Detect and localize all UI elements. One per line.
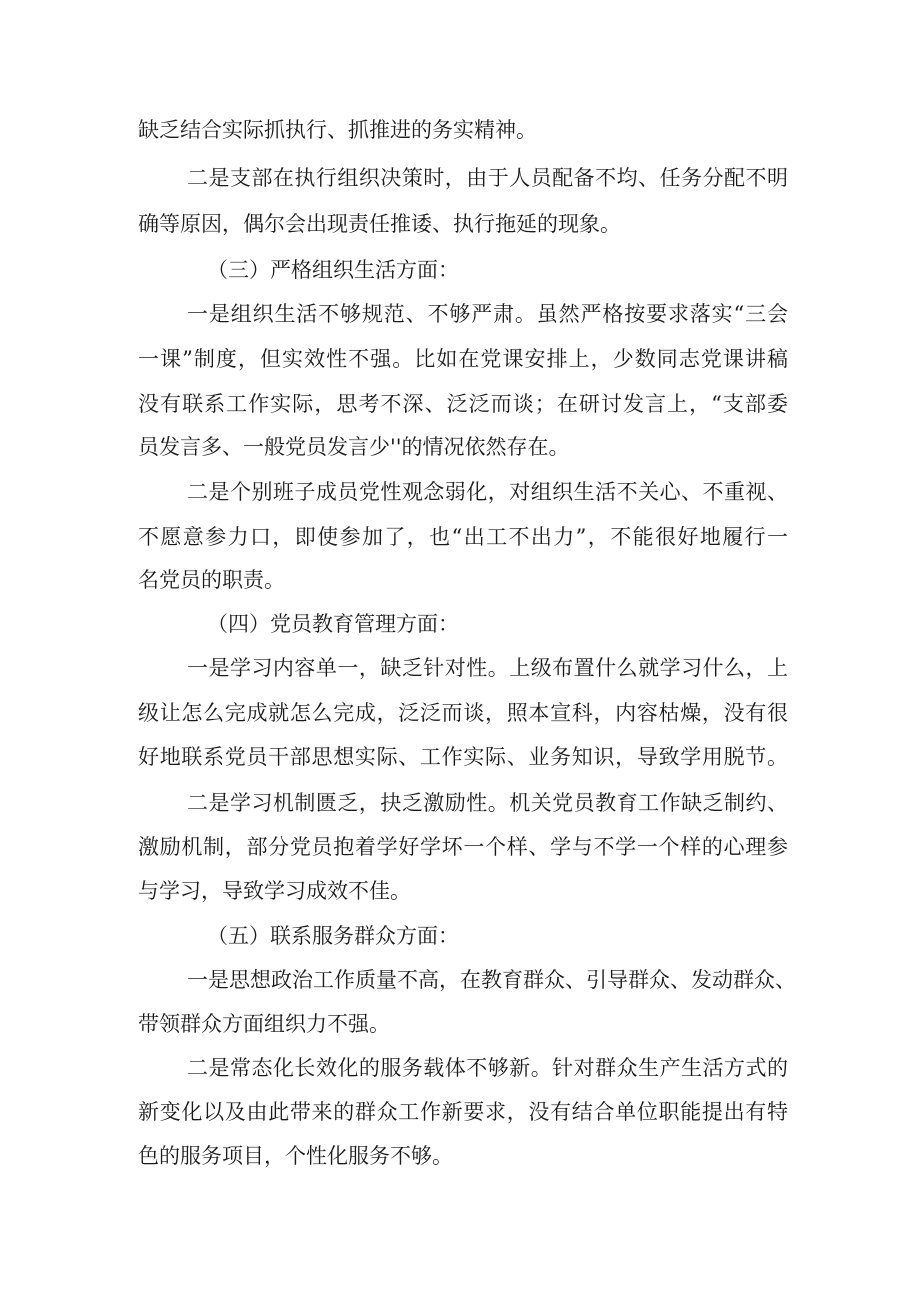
text-line: 一是思想政治工作质量不高，在教育群众、引导群众、发动群众、 xyxy=(187,968,796,992)
text-line: 色的服务项目，个性化服务不够。 xyxy=(138,1144,453,1168)
text-line: 带领群众方面组织力不强。 xyxy=(138,1012,390,1036)
text-line: 没有联系工作实际，思考不深、泛泛而谈；在研讨发言上，“支部委 xyxy=(138,392,788,416)
section-heading: （三）严格组织生活方面： xyxy=(207,258,459,282)
text-line: 新变化以及由此带来的群众工作新要求，没有结合单位职能提出有特 xyxy=(138,1100,788,1124)
text-line: 员发言多、一般党员发言少''的情况依然存在。 xyxy=(138,435,570,459)
text-line: 与学习，导致学习成效不佳。 xyxy=(138,879,411,903)
text-line: 二是个别班子成员党性观念弱化，对组织生活不关心、不重视、 xyxy=(187,480,788,504)
text-line: 不愿意参力口，即使参加了，也“出工不出力”，不能很好地履行一 xyxy=(138,525,788,549)
text-line: 一课”制度，但实效性不强。比如在党课安排上，少数同志党课讲稿 xyxy=(138,347,788,371)
text-line: 级让怎么完成就怎么完成，泛泛而谈，照本宣科，内容枯燥，没有很 xyxy=(138,701,788,725)
text-line: 二是支部在执行组织决策时，由于人员配备不均、任务分配不明 xyxy=(187,166,788,190)
text-line: 一是学习内容单一，缺乏针对性。上级布置什么就学习什么，上 xyxy=(187,656,788,680)
text-line: 二是常态化长效化的服务载体不够新。针对群众生产生活方式的 xyxy=(187,1056,788,1080)
text-line: 二是学习机制匮乏，抉乏激励性。机关党员教育工作缺乏制约、 xyxy=(187,791,788,815)
text-line: 缺乏结合实际抓执行、抓推进的务实精神。 xyxy=(138,118,537,142)
section-heading: （四）党员教育管理方面： xyxy=(207,612,459,636)
text-line: 一是组织生活不够规范、不够严肃。虽然严格按要求落实“三会 xyxy=(187,302,788,326)
text-line: 激励机制，部分党员抱着学好学坏一个样、学与不学一个样的心理参 xyxy=(138,835,788,859)
text-line: 名党员的职责。 xyxy=(138,568,285,592)
section-heading: （五）联系服务群众方面： xyxy=(207,924,459,948)
text-line: 确等原因，偶尔会出现责任推诿、执行拖延的现象。 xyxy=(138,212,621,236)
text-line: 好地联系党员干部思想实际、工作实际、业务知识，导致学用脱节。 xyxy=(138,745,788,769)
